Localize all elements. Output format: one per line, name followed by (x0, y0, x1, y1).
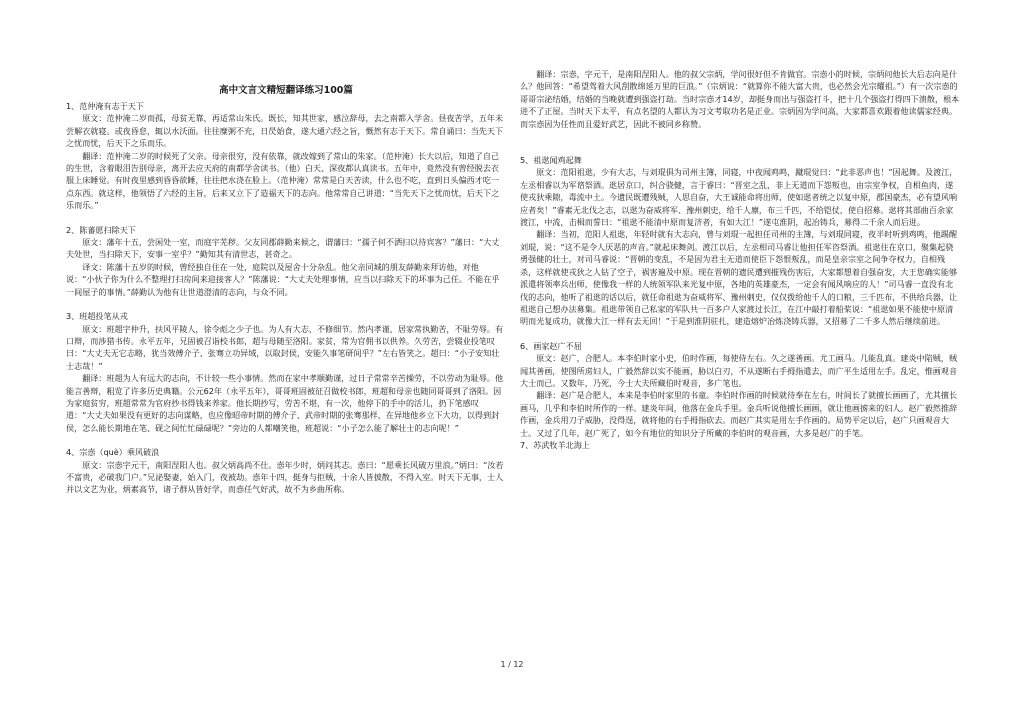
left-column (66, 68, 506, 658)
document-title: 高中文言文精短翻译练习100篇 (219, 85, 353, 96)
section-1-title: 1、范仲淹有志于天下 (66, 101, 144, 111)
right-column (520, 68, 960, 658)
section-5-title: 5、祖逖闻鸡起舞 (520, 155, 582, 166)
section-5-original: 原文：范阳祖逖，少有大志，与刘琨俱为司州主簿，同寝，中夜闻鸡鸣，蹴琨觉曰：“此非恶声也！”因起舞。及渡江，左丞相睿以为军谘祭酒。逖居京口，纠合骁健，言于睿曰：“晋室之乱，非上无道而下怨叛也，由宗室争权，自相鱼肉，遂使戎狄乘隙，毒流中土。今遗民既遭残贼，人思自奋，大王诚能命将出师，使如逖者统之以复中原，郡国豪杰，必有望风响应者矣！”睿素无北伐之志，以逖为奋威将军、豫州刺史，给千人廪，布三千匹，不给铠仗，使自招募。逖将其部曲百余家渡江，中流，击楫而誓曰：“祖逖不能清中原而复济者，有如大江！”遂屯淮阴，起冶铸兵，募得二千余人而后进。 (520, 167, 958, 228)
section-4-title: 4、宗悫（què）乘风破浪 (66, 447, 160, 458)
section-5-translation: 翻译：当初，范阳人祖逖，年轻时就有大志向，曾与刘琨一起担任司州的主簿，与刘琨同寝，夜半时听到鸡鸣，他踢醒刘琨，说：“这不是令人厌恶的声音。”就起床舞剑。渡江以后，左丞相司马睿让他担任军咨祭酒。祖逖住在京口，聚集起骁勇强健的壮士，对司马睿说：“晋朝的变乱，不是因为君主无道而使臣下怨恨叛乱，而是皇亲宗室之间争夺权力，自相残杀，这样就使戎狄之人钻了空子，祸害遍及中原。现在晋朝的遗民遭到摧残伤害后，大家都想着自强奋发，大王您确实能够派遣将领率兵出师，使像我一样的人统领军队来光复中原，各地的英雄豪杰，一定会有闻风响应的人！”司马睿一直没有北伐的志向，他听了祖逖的话以后，就任命祖逖为奋威将军、豫州刺史，仅仅拨给他千人的口粮，三千匹布，不供给兵器，让祖逖自己想办法募集。祖逖带领自己私家的军队共一百多户人家渡过长江，在江中敲打着船桨说：“祖逖如果不能使中原清明而光复成功，就像大江一样有去无回！”于是到淮阴驻扎，建造熔炉冶炼浇铸兵器，又招募了二千多人然后继续前进。 (520, 229, 958, 327)
section-3-original: 原文：班超字仲升，扶风平陵人，徐令彪之少子也。为人有大志，不修细节。然内孝谨，居家常执勤苦，不耻劳辱。有口辩，而涉猎书传。永平五年，兄固被召诣校书郎，超与母随至洛阳。家贫，常为官佣书以供养。久劳苦，尝辍业投笔叹曰：“大丈夫无它志略，犹当效傅介子、张骞立功异域，以取封侯，安能久事笔研间乎？”左右皆笑之。超曰：“小子安知壮士志哉！” (66, 323, 504, 371)
section-2-translation: 译文：陈藩十五岁的时候，曾经独自住在一处，庭院以及屋舍十分杂乱。他父亲同城的朋友薛勤来拜访他，对他说：“小伙子你为什么不整理打扫房间来迎接客人？”陈藩说：“大丈夫处理事情，应当以扫除天下的坏事为己任。不能在乎一间屋子的事情。”薛勤认为他有让世道澄清的志向，与众不同。 (66, 261, 500, 297)
section-4-original: 原文：宗悫字元干，南阳涅阳人也。叔父炳高尚不仕。悫年少时，炳问其志。悫曰：“愿乘长风破万里浪。”炳曰：“汝若不富贵，必破我门户。”兄泌娶妻，始入门，夜被劫。悫年十四，挺身与拒贼，十余人皆披散，不得入室。时天下无事，士人并以文艺为业，炳素高节，诸子群从皆好学，而悫任气好武，故不为乡曲所称。 (66, 459, 504, 495)
section-3-translation: 翻译：班超为人有远大的志向，不计较一些小事情。然而在家中孝顺勤谨，过日子常常辛苦操劳，不以劳动为耻辱。他能言善辩，粗览了许多历史典籍。公元62年（永平五年），哥哥班固被征召做校书郎，班超和母亲也随同哥哥到了洛阳。因为家庭贫穷，班超常常为官府抄书得钱来养家。他长期抄写，劳苦不堪，有一次，他停下的手中的活儿，扔下笔感叹道：“大丈夫如果没有更好的志向谋略，也应像昭帝时期的傅介子、武帝时期的张骞那样，在异地他乡立下大功，以得到封侯，怎么能长期地在笔、砚之间忙忙碌碌呢？”旁边的人都嘲笑他，班超说：“小子怎么能了解壮士的志向呢！” (66, 373, 504, 433)
section-3-title: 3、班超投笔从戎 (66, 311, 128, 322)
section-1-translation: 翻译：范仲淹二岁的时候死了父亲。母亲很穷，没有依靠，就改嫁到了常山的朱家。（范仲淹）长大以后，知道了自己的生世，含着眼泪告别母亲，离开去应天府的南都学舍读书。（他）白天、深夜都认真读书。五年中，竟然没有曾经脱去衣服上床睡觉。有时夜里感到昏昏欲睡，往往把水浇在脸上。（范仲淹）常常是白天苦读，什么也不吃，直到日头偏西才吃一点东西。就这样，他领悟了六经的主旨，后来又立下了造福天下的志向。他常常自己讲道：“当先天下之忧而忧，后天下之乐而乐。” (66, 150, 500, 211)
section-1-original: 原文：范仲淹二岁而孤，母贫无靠，再适常山朱氏。既长，知其世家，感泣辞母，去之南都入学舍。昼夜苦学，五年未尝解衣就寝。或夜昏怠，辄以水沃面。往往糜粥不充，日昃始食，遂大通六经之旨，慨然有志于天下。常自诵曰：当先天下之忧而忧，后天下之乐而乐。 (66, 113, 504, 149)
section-7-title: 7、苏武牧羊北海上 (520, 439, 590, 450)
section-4-translation: 翻译：宗悫，字元干，是南阳涅阳人。他的叔父宗炳，学问很好但不肯做官。宗悫小的时候，宗炳问他长大后志向是什么？他回答：“希望驾着大风刮散绵延万里的巨浪。”（宗炳说：“就算你不能大富大贵，也必然会光宗耀祖。”）有一次宗悫的哥哥宗泌结婚，结婚的当晚就遭到强盗打劫。当时宗悫才14岁，却挺身而出与强盗打斗，把十几个强盗打得四下溃散，根本进不了正屋。当时天下太平，有点名望的人都认为习文考取功名是正业。宗炳因为学问高，大家都喜欢跟着他读儒家经典。而宗悫因为任性而且爱好武艺，因此不被同乡称赞。 (520, 69, 960, 129)
section-6-original: 原文：赵广，合肥人。本李伯时家小史，伯时作画，每使侍左右。久之遂善画。尤工画马。几能乱真。建炎中陷贼，贼闻其善画，使图所虏妇人，广毅然辞以实不能画，胁以白刃，不从遂断右手拇指遣去，而广平生适用左手。乱定，惟画观音大士而已。又数年，乃死，今士大夫所藏伯时观音，多广笔也。 (520, 353, 958, 388)
section-6-translation: 翻译：赵广是合肥人，本来是李伯时家里的书童。李伯时作画的时候就待奉在左右，时间长了就擅长画画了，尤其擅长画马，几乎和李伯时所作的一样。建炎年间，他落在金兵手里。金兵听说他擅长画画，就让他画掳来的妇人。赵广毅然推辞作画，金兵用刀子威胁，没得逞，就将他的右手拇指砍去。而赵广其实是用左手作画的。局势平定以后，赵广只画观音大士。又过了几年，赵广死了，如今有地位的知识分子所藏的李伯时的观音画，大多是赵广的手笔。 (520, 390, 958, 438)
section-2-title: 2、陈蕃愿扫除天下 (66, 224, 136, 235)
section-6-title: 6、画家赵广不屈 (520, 340, 582, 351)
page-number: 1 / 12 (500, 660, 524, 669)
section-2-original: 原文：藩年十五，尝闲处一室，而庭宇芜秽。父友同郡薛勤来候之，谓藩曰：“孺子何不洒扫以待宾客？”藩曰：“大丈夫处世，当扫除天下，安事一室乎？”勤知其有清世志，甚奇之。 (66, 237, 500, 260)
